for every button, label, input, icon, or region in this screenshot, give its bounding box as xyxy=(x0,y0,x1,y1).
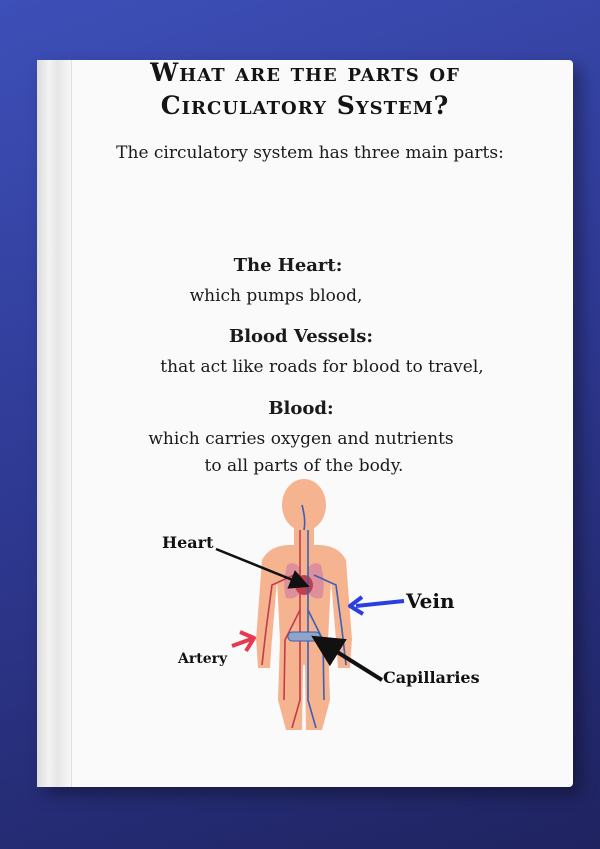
vein-arrow xyxy=(350,597,404,614)
label-heart: Heart xyxy=(162,533,214,552)
part-desc-heart: which pumps blood, xyxy=(189,286,363,306)
part-desc-blood-2: to all parts of the body. xyxy=(204,456,404,476)
part-heading-blood: Blood: xyxy=(268,398,334,419)
label-vein: Vein xyxy=(406,589,455,613)
title-line-2: Circulatory System? xyxy=(160,91,450,120)
intro-text: The circulatory system has three main parts: xyxy=(116,143,504,163)
part-heading-heart: The Heart: xyxy=(233,255,343,276)
artery-arrow xyxy=(232,632,254,651)
title-line-1: What are the parts of xyxy=(150,58,460,87)
part-desc-blood-1: which carries oxygen and nutrients xyxy=(148,429,454,449)
part-desc-vessels: that act like roads for blood to travel, xyxy=(160,357,484,377)
capillaries-organ xyxy=(288,632,320,641)
label-artery: Artery xyxy=(178,651,228,667)
label-capillaries: Capillaries xyxy=(383,668,480,687)
part-heading-vessels: Blood Vessels: xyxy=(228,326,374,347)
